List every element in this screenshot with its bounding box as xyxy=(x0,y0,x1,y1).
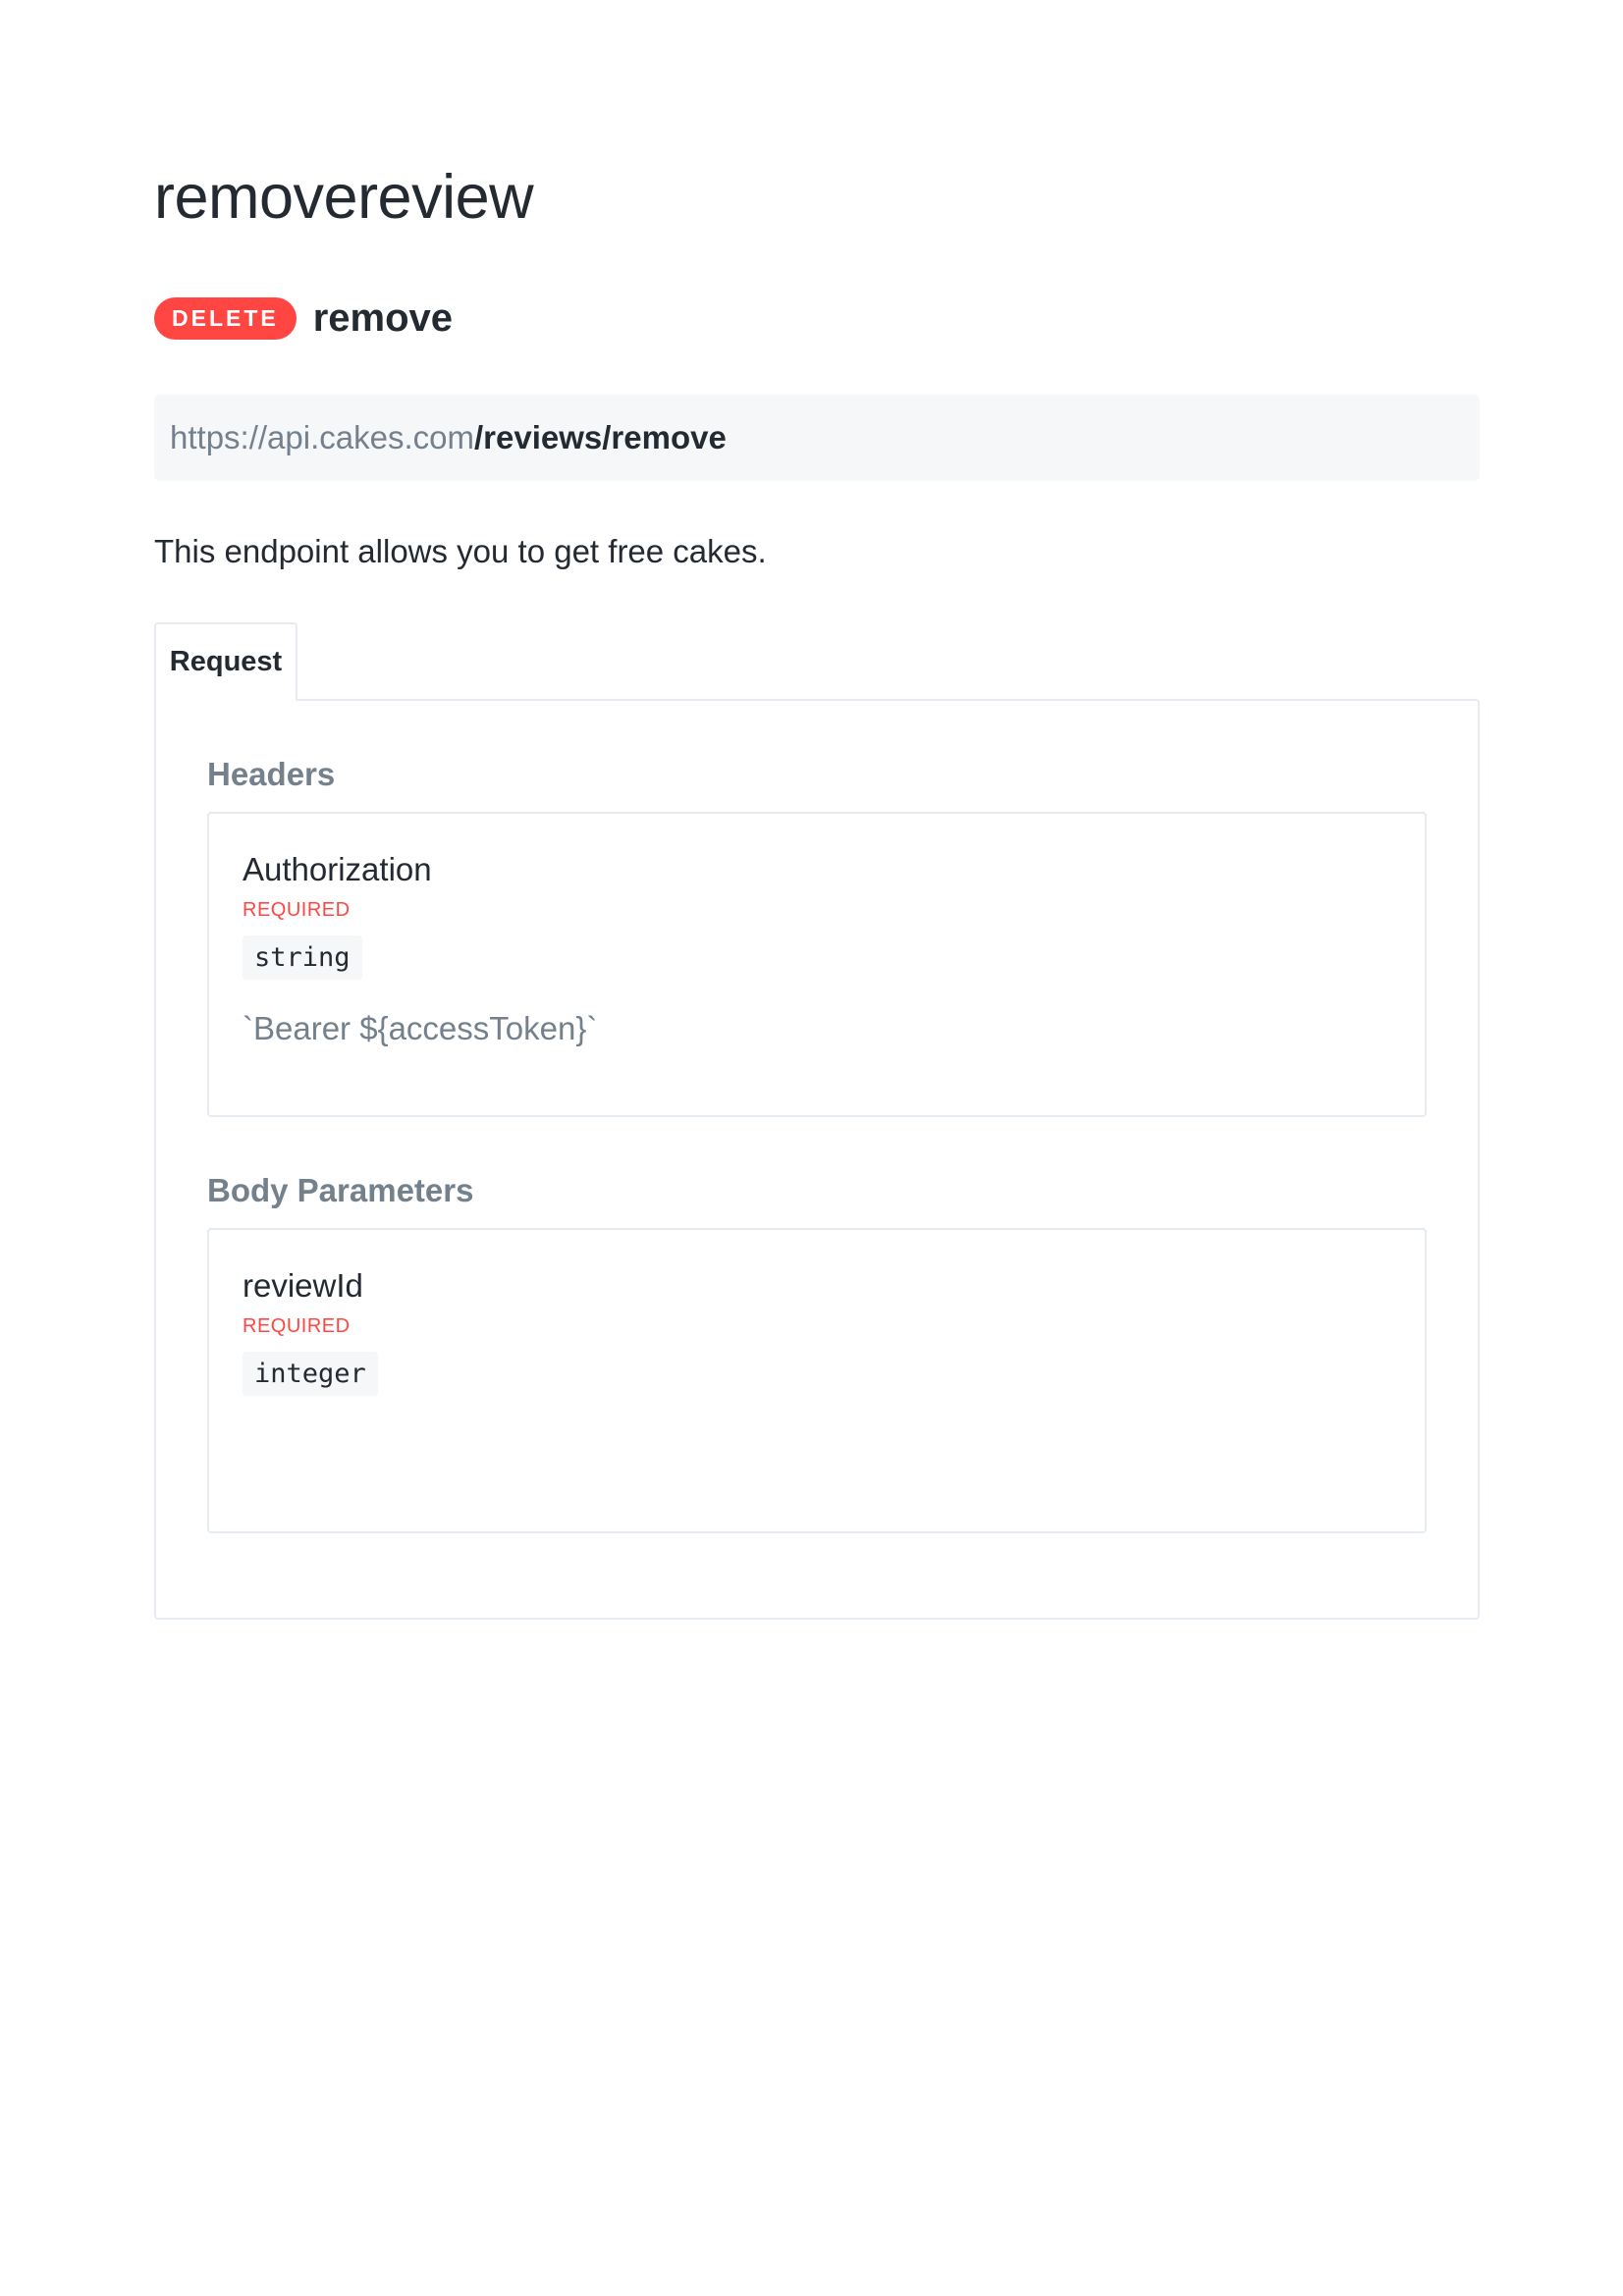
request-panel xyxy=(154,699,1480,1620)
url-path: /reviews/remove xyxy=(473,419,727,455)
required-label: REQUIRED xyxy=(243,1314,351,1337)
param-name: Authorization xyxy=(243,850,432,887)
http-method-badge: DELETE xyxy=(154,297,297,340)
endpoint-description: This endpoint allows you to get free cakes. xyxy=(154,533,767,569)
method-header xyxy=(154,295,1480,341)
param-description: `Bearer ${accessToken}` xyxy=(243,1009,598,1046)
param-card-authorization xyxy=(207,812,1427,1117)
tab-request[interactable]: Request xyxy=(154,622,298,701)
url-base: https://api.cakes.com xyxy=(170,419,474,455)
param-name: reviewId xyxy=(243,1266,363,1304)
param-type: string xyxy=(243,935,362,980)
endpoint-url xyxy=(154,395,1480,481)
page-title: removereview xyxy=(154,163,534,232)
tab-bar xyxy=(154,622,1480,701)
param-card-reviewid xyxy=(207,1228,1427,1533)
body-parameters-section-title: Body Parameters xyxy=(207,1171,474,1208)
api-method-page xyxy=(154,157,1480,1620)
required-label: REQUIRED xyxy=(243,898,351,921)
param-type: integer xyxy=(243,1352,378,1396)
endpoint-name: remove xyxy=(312,295,454,340)
headers-section-title: Headers xyxy=(207,755,336,792)
